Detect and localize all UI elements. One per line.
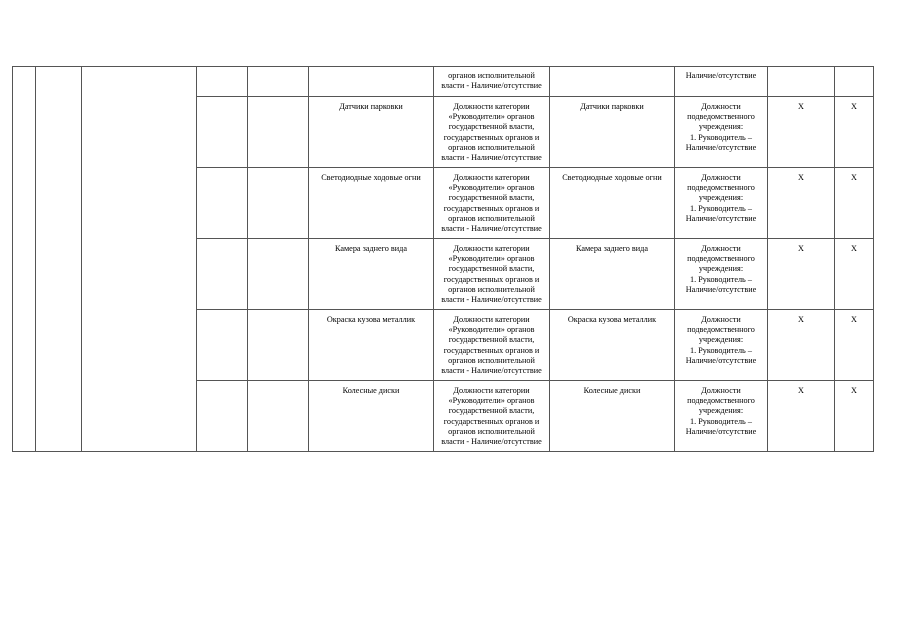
mark-1-cell: X — [768, 381, 835, 452]
approver-cell: Должности категории «Руководители» органов государственной власти, государственных органов и органов исполнительной власти - Наличие/отсутствие — [434, 168, 550, 239]
characteristic-2-cell: Окраска кузова металлик — [550, 310, 675, 381]
col-code-cell — [36, 67, 82, 452]
mark-1-cell: X — [768, 310, 835, 381]
characteristic-2-cell: Камера заднего вида — [550, 239, 675, 310]
characteristic-cell: Датчики парковки — [309, 97, 434, 168]
approver-cell: Должности категории «Руководители» органов государственной власти, государственных органов и органов исполнительной власти - Наличие/отсутствие — [434, 97, 550, 168]
mark-2-cell: X — [835, 239, 874, 310]
col-unit-name-cell — [248, 381, 309, 452]
col-unit-name-cell — [248, 168, 309, 239]
requirements-table — [12, 66, 874, 452]
mark-2-cell: X — [835, 168, 874, 239]
mark-2-cell — [835, 67, 874, 97]
mark-1-cell: X — [768, 168, 835, 239]
standard-cell: Наличие/отсутствие — [675, 67, 768, 97]
col-unit-name-cell — [248, 67, 309, 97]
approver-cell: Должности категории «Руководители» органов государственной власти, государственных органов и органов исполнительной власти - Наличие/отсутствие — [434, 239, 550, 310]
mark-1-cell — [768, 67, 835, 97]
approver-cell: органов исполнительной власти - Наличие/отсутствие — [434, 67, 550, 97]
col-unit-cell — [197, 310, 248, 381]
col-unit-cell — [197, 381, 248, 452]
standard-cell: Должности подведомственного учреждения: 1. Руководитель – Наличие/отсутствие — [675, 239, 768, 310]
characteristic-2-cell: Колесные диски — [550, 381, 675, 452]
col-unit-cell — [197, 239, 248, 310]
characteristic-2-cell — [550, 67, 675, 97]
characteristic-cell: Колесные диски — [309, 381, 434, 452]
col-name-cell — [82, 67, 197, 452]
standard-cell: Должности подведомственного учреждения: 1. Руководитель – Наличие/отсутствие — [675, 381, 768, 452]
col-unit-name-cell — [248, 239, 309, 310]
approver-cell: Должности категории «Руководители» органов государственной власти, государственных органов и органов исполнительной власти - Наличие/отсутствие — [434, 310, 550, 381]
col-unit-cell — [197, 67, 248, 97]
mark-1-cell: X — [768, 239, 835, 310]
characteristic-cell: Светодиодные ходовые огни — [309, 168, 434, 239]
col-unit-name-cell — [248, 310, 309, 381]
characteristic-cell: Окраска кузова металлик — [309, 310, 434, 381]
characteristic-cell — [309, 67, 434, 97]
mark-2-cell: X — [835, 310, 874, 381]
col-number-cell — [13, 67, 36, 452]
mark-1-cell: X — [768, 97, 835, 168]
col-unit-name-cell — [248, 97, 309, 168]
standard-cell: Должности подведомственного учреждения: 1. Руководитель – Наличие/отсутствие — [675, 168, 768, 239]
mark-2-cell: X — [835, 381, 874, 452]
standard-cell: Должности подведомственного учреждения: 1. Руководитель – Наличие/отсутствие — [675, 97, 768, 168]
approver-cell: Должности категории «Руководители» органов государственной власти, государственных органов и органов исполнительной власти - Наличие/отсутствие — [434, 381, 550, 452]
characteristic-cell: Камера заднего вида — [309, 239, 434, 310]
col-unit-cell — [197, 97, 248, 168]
col-unit-cell — [197, 168, 248, 239]
standard-cell: Должности подведомственного учреждения: 1. Руководитель – Наличие/отсутствие — [675, 310, 768, 381]
mark-2-cell: X — [835, 97, 874, 168]
characteristic-2-cell: Датчики парковки — [550, 97, 675, 168]
characteristic-2-cell: Светодиодные ходовые огни — [550, 168, 675, 239]
table-row — [13, 67, 874, 97]
